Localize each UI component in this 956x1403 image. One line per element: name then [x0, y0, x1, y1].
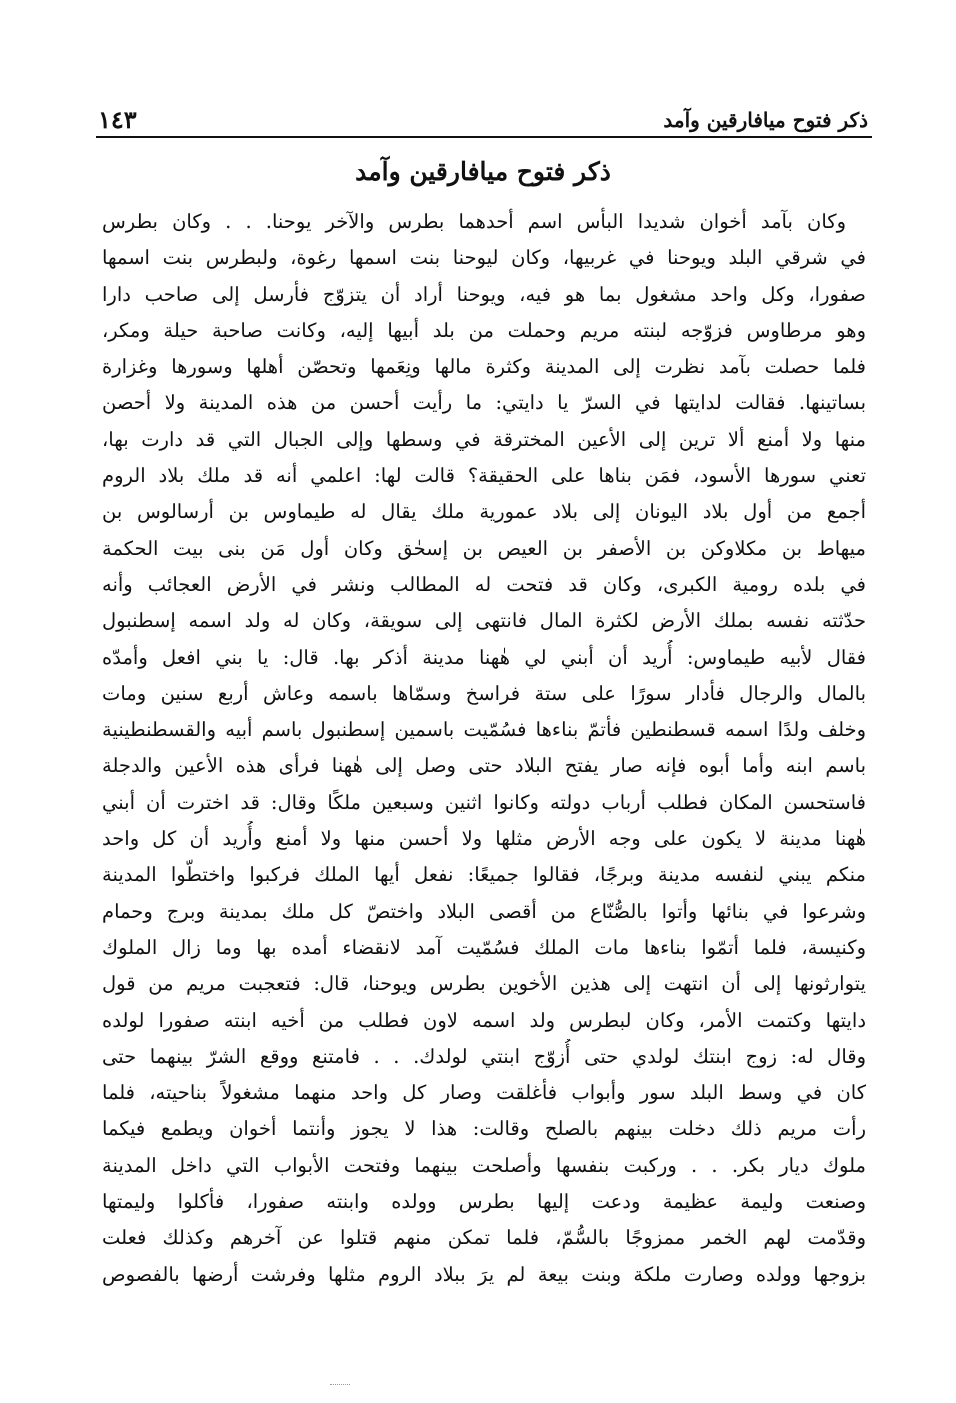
- text-line: وكان بآمد أخوان شديدا البأس اسم أحدهما بطرس والآخر يوحنا. . . وكان بطرس: [102, 210, 846, 233]
- text-line: فقال لأبيه طيماوس: أُريد أن أبني لي هٰهنا مدينة أذكر بها. قال: يا بني افعل وأمدّه: [102, 645, 866, 669]
- text-line: وقدّمت لهم الخمر ممزوجًا بالسُّمّ، فلما تمكن منهم قتلوا عن آخرهم وكذلك فعلت: [102, 1226, 866, 1250]
- text-line: رأت مريم ذلك دخلت بينهم بالصلح وقالت: هذا لا يجوز وأنتما أخوان ويطمع فيكما: [102, 1117, 866, 1141]
- text-line: كان في وسط البلد سور وأبواب فأغلقت وصار كل واحد منهما مشغولاً بناحيته، فلما: [102, 1081, 866, 1105]
- text-line: منها ولا أمنع ألا ترين إلى الأعين المخترقة في وسطها وإلى الجبال التي قد دارت بها،: [102, 427, 866, 451]
- text-line: منكم يبني لنفسه مدينة وبرجًا، فقالوا جميعًا: نفعل أيها الملك فركبوا واختطّوا المدينة: [102, 863, 866, 887]
- text-line: حدّثته نفسه بملك الأرض لكثرة المال فانتهى إلى سويقة، وكان له ولد اسمه إسطنبول: [102, 609, 866, 633]
- text-line: في شرقي البلد ويوحنا في غربيها، وكان ليوحنا بنت اسمها رغوة، ولبطرس بنت اسمها: [102, 246, 866, 270]
- text-line: هٰهنا مدينة لا يكون على وجه الأرض مثلها ولا أحسن منها ولا أمنع وأُريد أن كل واحد: [102, 827, 866, 851]
- text-line: ميهاط بن مكلاوكن بن الأصفر بن العيص بن إسحٰق وكان أول مَن بنى بيت الحكمة: [102, 536, 866, 560]
- text-line: باسم ابنه وأما أبوه فإنه صار يفتح البلاد حتى وصل إلى هٰهنا فرأى هذه الأعين والدجلة: [102, 754, 866, 778]
- running-title: ذكر فتوح ميافارقين وآمد: [663, 108, 868, 132]
- text-line: فلما حصلت بآمد نظرت إلى المدينة وكثرة مالها ونِعَمها وتحصّن أهلها وسورها وغزارة: [102, 355, 866, 379]
- text-line: في بلده رومية الكبرى، وكان قد فتحت له المطالب ونشر في الأرض العجائب وأنه: [102, 572, 866, 596]
- text-line: تعني سورها الأسود، فمَن بناها على الحقيقة؟ قالت لها: اعلمي أنه قد ملك بلاد الروم: [102, 464, 866, 488]
- text-line: يتوارثونها إلى أن انتهت إلى هذين الأخوين بطرس ويوحنا، قال: فتعجبت مريم من قول: [102, 972, 866, 996]
- text-line: وقال له: زوج ابنتك لولدي حتى أُزوّج ابنتي لولدك. . . فامتنع ووقع الشرّ بينهما حتى: [102, 1044, 866, 1068]
- text-line: بزوجها وولده وصارت ملكة وبنت بيعة لم يرَ ببلاد الروم مثلها وفرشت أرضها بالفصوص: [102, 1262, 866, 1286]
- text-line: ملوك ديار بكر. . . وركبت بنفسها وأصلحت بينهما وفتحت الأبواب التي داخل المدينة: [102, 1153, 866, 1177]
- footer-mark: [330, 1384, 350, 1385]
- text-line: وصنعت وليمة عظيمة ودعت إليها بطرس وولده وابنته صفورا، فأكلوا وليمتها: [102, 1190, 866, 1214]
- text-line: وخلف ولدًا اسمه قسطنطين فأتمّ بناءها فسُمّيت باسمين إسطنبول باسم أبيه والقسطنطينية: [102, 718, 866, 742]
- text-line: فاستحسن المكان فطلب أرباب دولته وكانوا اثنين وسبعين ملكًا وقال: قد اخترت أن أبني: [102, 790, 866, 814]
- chapter-title: ذكر فتوح ميافارقين وآمد: [355, 157, 611, 186]
- text-line: أجمع من أول بلاد اليونان إلى بلاد عمورية ملك يقال له طيماوس بن أرسالوس بن: [102, 500, 866, 524]
- body-text: [102, 204, 866, 1293]
- text-line: بالمال والرجال فأدار سورًا على ستة فراسخ وسمّاها باسمه وعاش أربع سنين ومات: [102, 681, 866, 705]
- text-line: وكنيسة، فلما أتمّوا بناءها مات الملك فسُمّيت آمد لانقضاء أمده بها وما زال الملوك: [102, 935, 866, 959]
- page-number: ١٤٣: [98, 105, 137, 134]
- running-header: [98, 100, 868, 134]
- text-line: بساتينها. فقالت لدايتها في السرّ يا دايتي: ما رأيت أحسن من هذه المدينة ولا أحصن: [102, 391, 866, 415]
- text-line: دايتها وكتمت الأمر، وكان لبطرس ولد اسمه لاون فطلب من أخيه ابنته صفورا لولده: [102, 1008, 866, 1032]
- text-line: وهو مرطاوس فزوّجه لبنته مريم وحملت من بلد أبيها إليه، وكانت صاحبة حيلة ومكر،: [102, 318, 866, 342]
- text-line: وشرعوا في بنائها وأتوا بالصُّنّاع من أقصى البلاد واختصّ كل ملك بمدينة وبرج وحمام: [102, 899, 866, 923]
- text-line: صفورا، وكل واحد مشغول بما هو فيه، ويوحنا أراد أن يتزوّج فأرسل إلى صاحب دارا: [102, 282, 866, 306]
- header-rule: [96, 136, 872, 138]
